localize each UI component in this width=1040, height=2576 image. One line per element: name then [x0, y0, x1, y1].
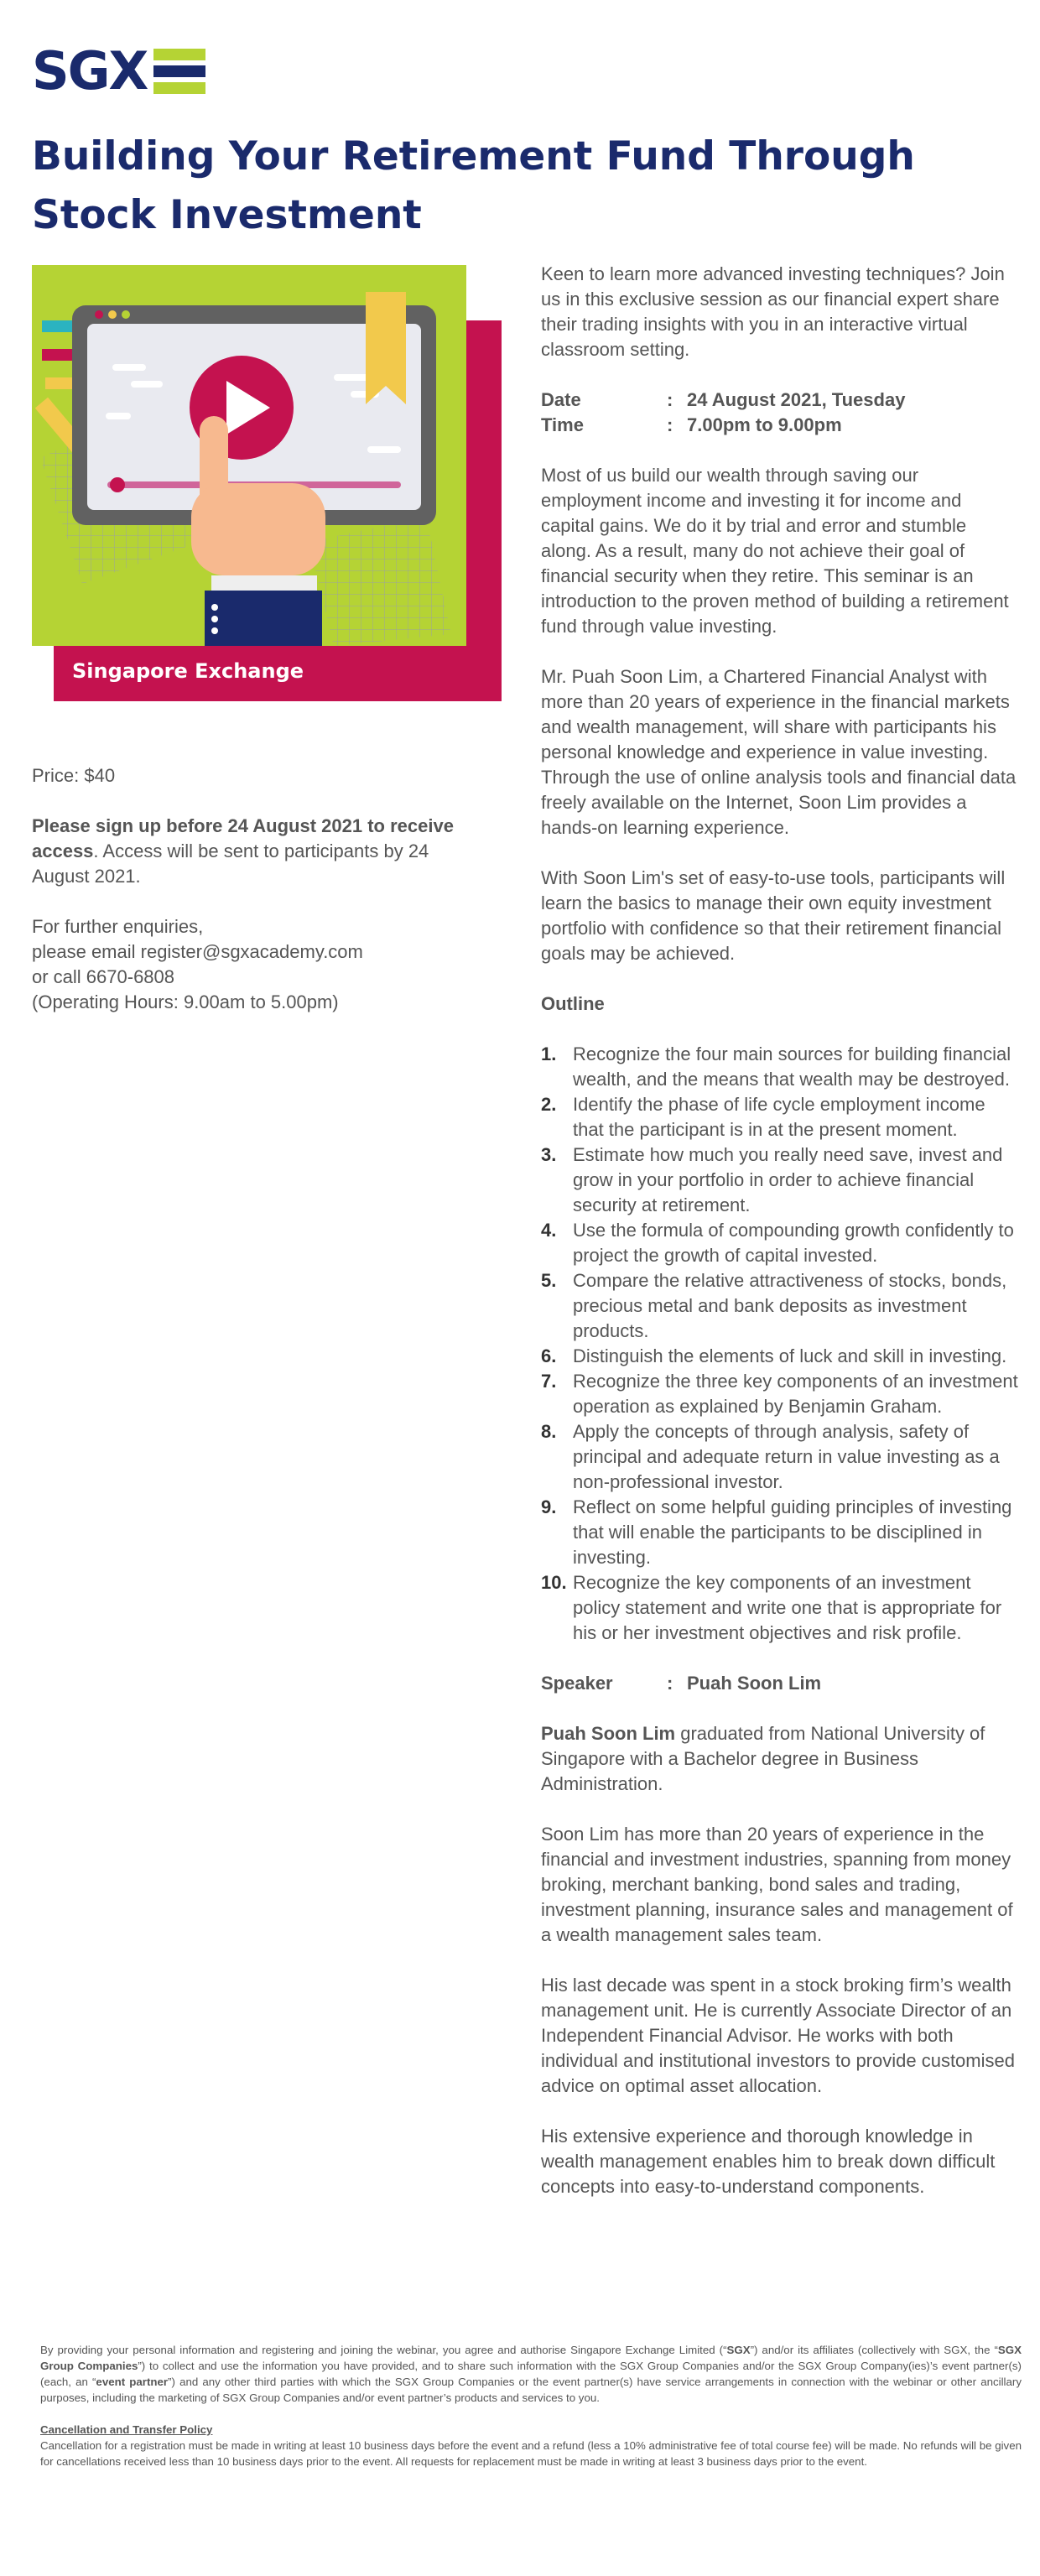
date-separator: :: [667, 389, 673, 410]
hero-green-panel: [32, 265, 466, 646]
outline-heading: Outline: [541, 993, 605, 1014]
outline-list: [541, 1042, 1019, 1646]
video-lesson-icon: [32, 265, 466, 646]
signup-access-note: . Access will be sent to participants by 24 August 2021.: [32, 840, 429, 887]
speaker-name: Puah Soon Lim: [687, 1673, 822, 1694]
intro-paragraph: Keen to learn more advanced investing techniques? Join us in this exclusive session as our financial expert share their trading insights with you in an interactive virtual classroom setting.: [541, 263, 1005, 360]
title-line-1: Building Your Retirement Fund Through: [32, 133, 915, 180]
date-value: 24 August 2021, Tuesday: [687, 389, 906, 410]
outline-item: 3. Estimate how much you really need save, invest and grow in your portfolio in order to achieve financial security at retirement.: [541, 1144, 1003, 1215]
date-label: Date: [541, 389, 581, 410]
outline-item: 6. Distinguish the elements of luck and skill in investing.: [541, 1345, 1007, 1366]
operating-hours: (Operating Hours: 9.00am to 5.00pm): [32, 991, 339, 1012]
event-schedule: [541, 388, 1019, 438]
outline-item: 10. Recognize the key components of an investment policy statement and write one that is appropriate for his or her investment objectives and risk profile.: [541, 1572, 1002, 1643]
description-paragraph-3: With Soon Lim's set of easy-to-use tools, participants will learn the basics to manage their own equity investment portfolio with confidence so that their retirement financial goals may be achieved.: [541, 867, 1006, 964]
hero-illustration: [32, 265, 502, 701]
speaker-bio-name: Puah Soon Lim: [541, 1723, 676, 1744]
outline-item: 1. Recognize the four main sources for building financial wealth, and the means that wealth may be destroyed.: [541, 1043, 1011, 1090]
time-label: Time: [541, 414, 584, 435]
speaker-row: [541, 1671, 1019, 1696]
footer-legal: [40, 2342, 1022, 2485]
speaker-label: Speaker: [541, 1673, 613, 1694]
speaker-bio-1: Puah Soon Lim graduated from National University of Singapore with a Bachelor degree in Business Administration.: [541, 1723, 985, 1794]
outline-item: 7. Recognize the three key components of an investment operation as explained by Benjamin Graham.: [541, 1371, 1018, 1417]
logo-bars: [153, 49, 205, 94]
time-value: 7.00pm to 9.00pm: [687, 414, 842, 435]
speaker-bio-2: Soon Lim has more than 20 years of experience in the financial and investment industries, spanning from money broking, merchant banking, bond sales and trading, investment planning, insurance sales and management of a wealth management sales team.: [541, 1824, 1013, 1945]
signup-note: [32, 814, 468, 889]
event-details: [541, 262, 1019, 2225]
policy-heading: Cancellation and Transfer Policy: [40, 2423, 213, 2436]
logo-text: SGX: [32, 40, 148, 101]
policy-text: Cancellation for a registration must be made in writing at least 10 business days before the event and a refund (less a 10% administrative fee of total course fee) will be made. No refunds will be given for cancellations received less than 10 business days prior to the event. All requests for replacement must be made in writing at least 3 business days prior to the event.: [40, 2439, 1022, 2468]
outline-item: 5. Compare the relative attractiveness of stocks, bonds, precious metal and bank deposits as investment products.: [541, 1270, 1007, 1341]
signup-deadline: Please sign up before 24 August 2021 to receive access: [32, 815, 454, 861]
date-row: [541, 388, 1019, 413]
time-separator: :: [667, 414, 673, 435]
page-title: [32, 127, 954, 245]
speaker-separator: :: [667, 1673, 673, 1694]
outline-item: 8. Apply the concepts of through analysis, safety of principal and adequate return in value investing as a non-professional investor.: [541, 1421, 1000, 1492]
title-line-2: Stock Investment: [32, 192, 422, 238]
speaker-bio-3: His last decade was spent in a stock broking firm’s wealth management unit. He is currently Associate Director of an Independent Financial Advisor. He works with both individual and institutional investors to provide customised advice on optimal asset allocation.: [541, 1975, 1015, 2096]
time-row: [541, 413, 1019, 438]
sgx-logo: [32, 40, 205, 101]
description-paragraph-2: Mr. Puah Soon Lim, a Chartered Financial Analyst with more than 20 years of experience in the financial markets and wealth management, will share with participants his personal knowledge and experience in value investing. Through the use of online analysis tools and financial data freely available on the Internet, Soon Lim provides a hands-on learning experience.: [541, 666, 1017, 838]
enquiry-email[interactable]: please email register@sgxacademy.com: [32, 941, 363, 962]
hero-caption: Singapore Exchange: [72, 659, 304, 683]
enquiry-phone[interactable]: or call 6670-6808: [32, 966, 175, 987]
description-paragraph-1: Most of us build our wealth through saving our employment income and investing it for income and capital gains. We do it by trial and error and stumble along. As a result, many do not achieve their goal of financial security when they retire. This seminar is an introduction to the proven method of building a retirement fund through value investing.: [541, 465, 1009, 637]
speaker-bio-4: His extensive experience and thorough knowledge in wealth management enables him to break down difficult concepts into easy-to-understand components.: [541, 2126, 996, 2197]
consent-text: By providing your personal information and registering and joining the webinar, you agree and authorise Singapore Exchange Limited (“SGX”) and/or its affiliates (collectively with SGX, the “SGX Group Companies”) to collect and use the information you have provided, and to share such information with the SGX Group Companies and/or the SGX Group Company(ies)’s event partner(s) (each, an “event partner”) and any other third parties with which the SGX Group Companies or the event partner(s) have service arrangements in connection with the webinar or other ancillary purposes, including the marketing of SGX Group Companies and/or event partner’s products and services to you.: [40, 2344, 1022, 2404]
outline-item: 2. Identify the phase of life cycle employment income that the participant is in at the present moment.: [541, 1094, 985, 1140]
outline-item: 9. Reflect on some helpful guiding principles of investing that will enable the participants to be disciplined in investing.: [541, 1496, 1012, 1568]
registration-info: [32, 763, 468, 1040]
enquiry-info: [32, 914, 468, 1015]
price: Price: $40: [32, 765, 116, 786]
enquiry-line-1: For further enquiries,: [32, 916, 204, 937]
outline-item: 4. Use the formula of compounding growth confidently to project the growth of capital invested.: [541, 1220, 1014, 1266]
